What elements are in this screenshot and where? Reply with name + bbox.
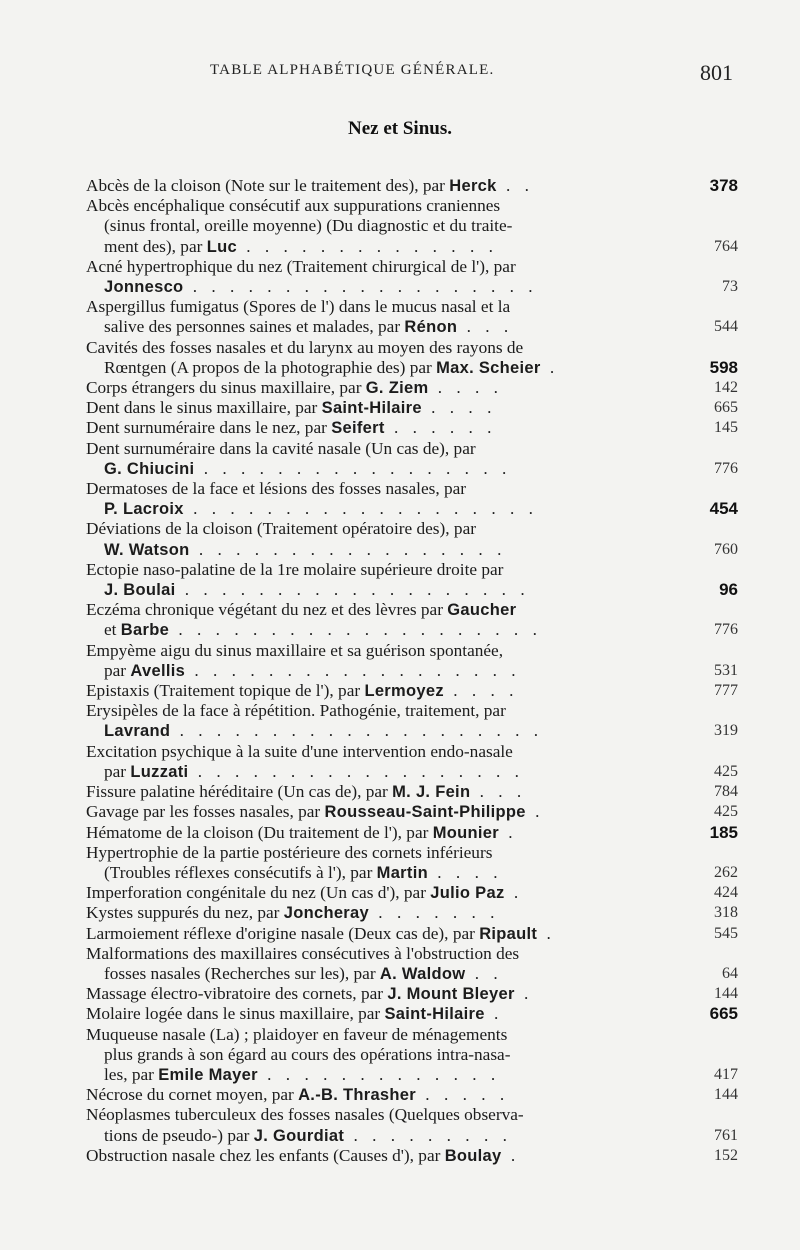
entry-line	[86, 580, 738, 600]
index-entry	[86, 823, 738, 843]
entry-text	[86, 519, 662, 539]
entry-leader-dots: . . . . . . . . . . . . . . . . . .	[185, 660, 521, 680]
entry-line	[86, 823, 738, 843]
entry-author: G. Ziem	[365, 379, 429, 398]
entry-author: A.-B. Thrasher	[298, 1086, 416, 1105]
entry-title: Dent surnuméraire dans le nez, par	[86, 418, 332, 438]
entry-author: J. Gourdiat	[253, 1126, 345, 1145]
entry-author: Lermoyez	[364, 682, 444, 701]
entry-line	[86, 1146, 738, 1166]
entry-leader-dots: . . . .	[443, 681, 519, 701]
entry-leader-dots: . . . . . . . . . . . . .	[257, 1064, 501, 1084]
entry-text	[86, 459, 662, 479]
entry-line	[86, 600, 738, 620]
entry-line	[86, 338, 738, 358]
entry-text	[86, 560, 662, 580]
entry-line	[86, 944, 738, 964]
entry-author: Avellis	[130, 661, 186, 680]
entry-text	[86, 863, 662, 883]
entry-line	[86, 782, 738, 802]
entry-page-number: 152	[714, 1146, 738, 1164]
entry-leader-dots: . . . . . . . . .	[344, 1125, 512, 1145]
entry-title: par	[104, 761, 131, 781]
entry-line	[86, 216, 738, 236]
entry-title: (Troubles réflexes consécutifs à l'), par	[104, 862, 377, 882]
entry-author: J. Boulai	[104, 581, 176, 600]
entry-title: (sinus frontal, oreille moyenne) (Du diagnostic et du traite-	[104, 216, 513, 236]
entry-text	[86, 580, 662, 600]
entry-line	[86, 1126, 738, 1146]
entry-text	[86, 944, 662, 964]
entry-title: Acné hypertrophique du nez (Traitement chirurgical de l'), par	[86, 256, 516, 276]
entry-page-number: 776	[714, 621, 738, 639]
entry-leader-dots: .	[537, 923, 556, 943]
index-entry	[86, 418, 738, 438]
entry-text	[86, 721, 662, 741]
entry-author: Saint-Hilaire	[384, 1005, 485, 1024]
entry-title: Dent surnuméraire dans la cavité nasale (Un cas de), par	[86, 438, 476, 458]
entry-title: Molaire logée dans le sinus maxillaire, par	[86, 1004, 385, 1024]
entry-title: Gavage par les fosses nasales, par	[86, 802, 325, 822]
entry-page-number: 761	[714, 1126, 738, 1144]
entry-leader-dots: . . . . . . . . . . . . . . . . . . .	[175, 580, 530, 600]
entry-line	[86, 499, 738, 519]
entry-line	[86, 661, 738, 681]
entry-line	[86, 358, 738, 378]
index-entry	[86, 196, 738, 257]
entry-author: Lavrand	[104, 722, 171, 741]
entry-page-number: 262	[714, 863, 738, 881]
entry-author: J. Mount Bleyer	[387, 985, 515, 1004]
index-entry	[86, 1105, 738, 1145]
entry-title: ment des), par	[104, 236, 207, 256]
entry-text	[86, 600, 662, 620]
entry-page-number: 142	[714, 379, 738, 397]
entry-text	[86, 1146, 662, 1166]
entry-line	[86, 560, 738, 580]
entry-text	[86, 398, 662, 418]
entry-line	[86, 540, 738, 560]
entry-title: Aspergillus fumigatus (Spores de l') dans le mucus nasal et la	[86, 297, 511, 317]
entry-text	[86, 196, 662, 216]
entry-page-number: 760	[714, 540, 738, 558]
entry-line	[86, 742, 738, 762]
entry-text	[86, 661, 662, 681]
index-entry	[86, 742, 738, 782]
entry-page-number: 764	[714, 237, 738, 255]
entry-leader-dots: . .	[496, 176, 534, 195]
entry-page-number: 777	[714, 682, 738, 700]
entry-text	[86, 823, 662, 843]
entry-line	[86, 863, 738, 883]
index-entry	[86, 984, 738, 1004]
entry-line	[86, 519, 738, 539]
entry-page-number: 545	[714, 924, 738, 942]
entry-page-number: 96	[719, 580, 738, 600]
entry-page-number: 144	[714, 985, 738, 1003]
entry-leader-dots: . . . .	[421, 398, 497, 418]
entry-line	[86, 398, 738, 418]
entry-line	[86, 681, 738, 701]
entry-author: Rénon	[404, 318, 458, 337]
entry-title: Hématome de la cloison (Du traitement de l'), par	[86, 822, 433, 842]
entry-leader-dots: . . . . . . . . . . . . . . . . . . . .	[170, 721, 544, 741]
entry-line	[86, 802, 738, 822]
entry-line	[86, 317, 738, 337]
entry-leader-dots: .	[498, 822, 518, 842]
entry-leader-dots: .	[525, 802, 545, 822]
entry-line	[86, 459, 738, 479]
entry-text	[86, 984, 662, 1004]
entry-title: Imperforation congénitale du nez (Un cas d'), par	[86, 883, 431, 903]
index-entry	[86, 681, 738, 701]
entry-title: plus grands à son égard au cours des opérations intra-nasa-	[104, 1044, 511, 1064]
entry-page-number: 531	[714, 661, 738, 679]
entry-line	[86, 1085, 738, 1105]
entry-text	[86, 924, 662, 944]
entry-leader-dots: . . . .	[428, 378, 503, 398]
entry-title: Abcès de la cloison (Note sur le traitement des), par	[86, 176, 450, 195]
entry-page-number: 784	[714, 783, 738, 801]
entry-line	[86, 277, 738, 297]
entry-line	[86, 297, 738, 317]
entry-leader-dots: . . . . . . . . . . . . . . . . . .	[188, 761, 524, 781]
entry-page-number: 544	[714, 318, 738, 336]
entry-text	[86, 479, 662, 499]
entry-author: Julio Paz	[430, 884, 505, 903]
entry-line	[86, 843, 738, 863]
entry-line	[86, 964, 738, 984]
entry-title: les, par	[104, 1064, 159, 1084]
entry-author: G. Chiucini	[104, 459, 195, 478]
entry-title: Obstruction nasale chez les enfants (Causes d'), par	[86, 1145, 445, 1165]
entry-author: Saint-Hilaire	[321, 399, 422, 418]
index-entry	[86, 398, 738, 418]
entry-author: M. J. Fein	[392, 783, 471, 802]
index-entry	[86, 1025, 738, 1086]
entry-title: Muqueuse nasale (La) ; plaidoyer en faveur de ménagements	[86, 1024, 508, 1044]
entry-leader-dots: .	[514, 984, 534, 1004]
entry-text	[86, 216, 662, 236]
entry-text	[86, 620, 662, 640]
entry-title: Fissure palatine héréditaire (Un cas de), par	[86, 782, 393, 802]
entry-author: Barbe	[120, 621, 170, 640]
index-entry	[86, 843, 738, 883]
entry-line	[86, 641, 738, 661]
entry-line	[86, 196, 738, 216]
entry-page-number: 144	[714, 1086, 738, 1104]
entry-text	[86, 1065, 662, 1085]
entry-title: Rœntgen (A propos de la photographie des) par	[104, 357, 437, 377]
entry-text	[86, 903, 662, 923]
entry-page-number: 319	[714, 722, 738, 740]
entry-title: fosses nasales (Recherches sur les), par	[104, 963, 380, 983]
entry-line	[86, 1025, 738, 1045]
entry-author: Luzzati	[130, 762, 189, 781]
entry-line	[86, 1045, 738, 1065]
entry-line	[86, 701, 738, 721]
entry-line	[86, 176, 738, 196]
entry-leader-dots: . . . . . . . . . . . . . . . . . . .	[183, 499, 538, 519]
entry-line	[86, 257, 738, 277]
index-entry	[86, 1146, 738, 1166]
entry-line	[86, 620, 738, 640]
index-entry	[86, 297, 738, 337]
entry-text	[86, 964, 662, 984]
index-entry	[86, 560, 738, 600]
entry-line	[86, 1105, 738, 1125]
entry-text	[86, 883, 662, 903]
entry-title: Déviations de la cloison (Traitement opératoire des), par	[86, 519, 476, 539]
entry-leader-dots: . . . . . .	[384, 418, 497, 438]
entry-text	[86, 782, 662, 802]
entry-page-number: 145	[714, 419, 738, 437]
entry-author: W. Watson	[104, 540, 190, 559]
entry-page-number: 378	[709, 176, 738, 195]
entry-text	[86, 418, 662, 438]
entry-page-number: 424	[714, 884, 738, 902]
entry-text	[86, 378, 662, 398]
entry-text	[86, 317, 662, 337]
index-entry	[86, 701, 738, 741]
entry-title: Ectopie naso-palatine de la 1re molaire supérieure droite par	[86, 559, 504, 579]
entry-leader-dots: . . . .	[427, 862, 503, 882]
entry-line	[86, 378, 738, 398]
entry-text	[86, 297, 662, 317]
entry-text	[86, 499, 662, 519]
entry-page-number: 417	[714, 1065, 738, 1083]
entry-text	[86, 1045, 662, 1065]
entry-text	[86, 701, 662, 721]
entry-text	[86, 277, 662, 297]
index-entry	[86, 944, 738, 984]
entry-title: Néoplasmes tuberculeux des fosses nasales (Quelques observa-	[86, 1105, 524, 1125]
running-title: TABLE ALPHABÉTIQUE GÉNÉRALE.	[210, 62, 495, 78]
entry-line	[86, 237, 738, 257]
entry-line	[86, 883, 738, 903]
index-entry	[86, 600, 738, 640]
entry-author: Mounier	[432, 823, 499, 842]
entry-title: Larmoiement réflexe d'origine nasale (Deux cas de), par	[86, 923, 480, 943]
entry-title: Empyème aigu du sinus maxillaire et sa guérison spontanée,	[86, 640, 504, 660]
entry-page-number: 598	[709, 357, 738, 377]
entry-author: Jonnesco	[104, 278, 184, 297]
entry-author: Martin	[376, 863, 428, 882]
entry-page-number: 318	[714, 904, 738, 922]
entry-title: tions de pseudo-) par	[104, 1125, 254, 1145]
entry-leader-dots: . . . . . . . . . . . . . . . . .	[194, 458, 512, 478]
entry-leader-dots: . .	[465, 963, 503, 983]
entry-title: Hypertrophie de la partie postérieure des cornets inférieurs	[86, 842, 493, 862]
index-entry	[86, 802, 738, 822]
entry-title: Malformations des maxillaires consécutives à l'obstruction des	[86, 943, 520, 963]
entry-title: Dermatoses de la face et lésions des fosses nasales, par	[86, 479, 467, 499]
entry-line	[86, 418, 738, 438]
entry-leader-dots: .	[501, 1145, 521, 1165]
entry-text	[86, 176, 662, 196]
entry-line	[86, 762, 738, 782]
entry-title: Massage électro-vibratoire des cornets, par	[86, 984, 388, 1004]
index-entry	[86, 257, 738, 297]
entry-leader-dots: . . . . . . . . . . . . . . . . . . .	[183, 277, 538, 297]
entry-line	[86, 924, 738, 944]
entry-text	[86, 257, 662, 277]
entry-text	[86, 1126, 662, 1146]
index-entry	[86, 641, 738, 681]
entry-author: P. Lacroix	[104, 500, 184, 519]
entry-text	[86, 681, 662, 701]
entry-title: Kystes suppurés du nez, par	[86, 903, 284, 923]
entry-page-number: 64	[722, 964, 738, 982]
entry-text	[86, 1004, 662, 1024]
index-entry	[86, 479, 738, 519]
index-entry	[86, 338, 738, 378]
index-entry	[86, 378, 738, 398]
index-entry	[86, 519, 738, 559]
entry-text	[86, 540, 662, 560]
entry-author: Gaucher	[447, 601, 517, 620]
index-entry	[86, 176, 738, 196]
entry-text	[86, 742, 662, 762]
entry-author: Max. Scheier	[436, 358, 541, 377]
index-entry	[86, 883, 738, 903]
entry-line	[86, 721, 738, 741]
index-entry	[86, 903, 738, 923]
entry-page-number: 425	[714, 803, 738, 821]
entry-author: Ripault	[479, 924, 538, 943]
section-title: Nez et Sinus.	[348, 118, 452, 139]
entry-title: Cavités des fosses nasales et du larynx au moyen des rayons de	[86, 337, 524, 357]
entry-text	[86, 1085, 662, 1105]
entry-author: Boulay	[444, 1146, 502, 1165]
entry-title: Abcès encéphalique consécutif aux suppurations craniennes	[86, 196, 501, 216]
entry-title: par	[104, 660, 131, 680]
entry-leader-dots: . . .	[457, 317, 514, 337]
entry-title: et	[104, 620, 121, 640]
entry-leader-dots: . . . . . . . . . . . . . .	[236, 236, 498, 256]
entry-text	[86, 1105, 662, 1125]
entry-leader-dots: .	[540, 357, 560, 377]
entry-title: Epistaxis (Traitement topique de l'), par	[86, 681, 365, 701]
entry-leader-dots: . . . . . . . . . . . . . . . . . . . .	[169, 620, 542, 640]
entry-author: Seifert	[331, 419, 385, 438]
entry-text	[86, 338, 662, 358]
entry-title: Nécrose du cornet moyen, par	[86, 1085, 299, 1105]
entry-leader-dots: .	[504, 883, 524, 903]
entry-text	[86, 1025, 662, 1045]
entry-text	[86, 358, 662, 378]
entry-line	[86, 439, 738, 459]
entry-page-number: 73	[722, 278, 738, 296]
entry-title: Corps étrangers du sinus maxillaire, par	[86, 378, 366, 398]
entry-title: Eczéma chronique végétant du nez et des lèvres par	[86, 600, 448, 620]
entry-title: Excitation psychique à la suite d'une intervention endo-nasale	[86, 741, 513, 761]
entry-page-number: 776	[714, 459, 738, 477]
entry-title: Erysipèles de la face à répétition. Pathogénie, traitement, par	[86, 701, 506, 721]
page-number: 801	[700, 60, 733, 85]
index-entry	[86, 1085, 738, 1105]
entry-text	[86, 762, 662, 782]
index-entries	[86, 176, 738, 1166]
entry-line	[86, 984, 738, 1004]
entry-line	[86, 1004, 738, 1024]
entry-text	[86, 802, 662, 822]
entry-text	[86, 843, 662, 863]
entry-text	[86, 641, 662, 661]
entry-page-number: 665	[709, 1004, 738, 1024]
entry-line	[86, 1065, 738, 1085]
entry-line	[86, 903, 738, 923]
entry-text	[86, 439, 662, 459]
entry-page-number: 185	[709, 822, 738, 842]
index-entry	[86, 782, 738, 802]
entry-author: Herck	[449, 177, 497, 195]
entry-author: Joncheray	[283, 904, 369, 923]
entry-author: Luc	[206, 237, 237, 256]
entry-page-number: 665	[714, 399, 738, 417]
entry-author: A. Waldow	[379, 964, 466, 983]
entry-line	[86, 479, 738, 499]
entry-author: Emile Mayer	[158, 1065, 258, 1084]
index-entry	[86, 439, 738, 479]
entry-leader-dots: . . . . . . .	[368, 903, 500, 923]
entry-leader-dots: . . .	[470, 782, 527, 802]
entry-text	[86, 237, 662, 257]
index-entry	[86, 1004, 738, 1024]
entry-author: Rousseau-Saint-Philippe	[324, 803, 526, 822]
entry-title: salive des personnes saines et malades, par	[104, 317, 405, 337]
entry-page-number: 425	[714, 762, 738, 780]
index-entry	[86, 924, 738, 944]
entry-leader-dots: .	[484, 1004, 504, 1024]
entry-title: Dent dans le sinus maxillaire, par	[86, 398, 322, 418]
entry-leader-dots: . . . . .	[415, 1085, 510, 1105]
entry-leader-dots: . . . . . . . . . . . . . . . . .	[189, 539, 507, 559]
entry-page-number: 454	[709, 499, 738, 519]
